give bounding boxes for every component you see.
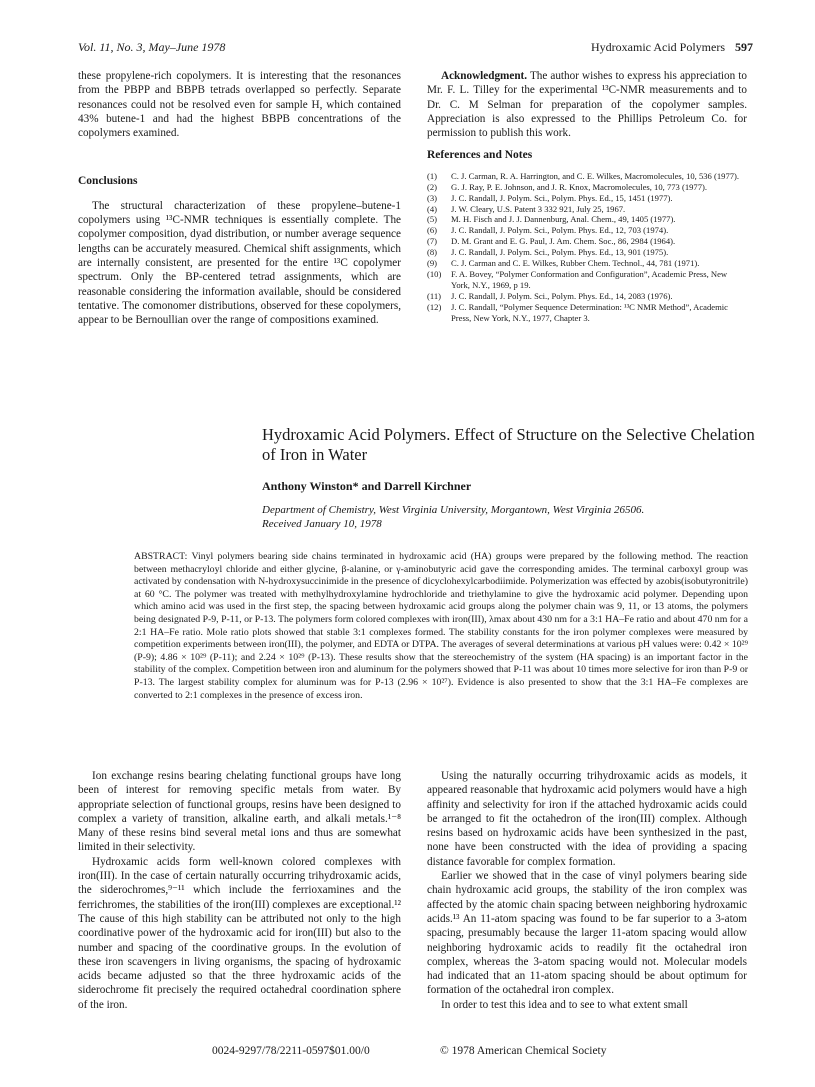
conclusions-paragraph: The structural characterization of these propylene–butene-1 copolymers using ¹³C-NMR techniques is essentially complete. The copolymer composition, dyad distribution, or number average sequence lengths can be accurately measured. Chemical shift assignments, which are internally consistent, are presented for the entire ¹³C copolymer spectrum. Only the BP-centered tetrad assignments, which are reasonable considering the information available, should be considered tentative. The comonomer distributions, observed for these copolymers, appear to be Bernoullian over the range of compositions examined. xyxy=(78,199,401,327)
article-title-block xyxy=(262,425,762,531)
running-header xyxy=(78,40,753,56)
references-heading: References and Notes xyxy=(427,149,533,162)
body-paragraph: In order to test this idea and to see to what extent small xyxy=(441,998,688,1011)
reference-text: D. M. Grant and E. G. Paul, J. Am. Chem. Soc., 86, 2984 (1964). xyxy=(451,236,676,247)
reference-number: (4) xyxy=(427,203,438,214)
previous-article-right-column xyxy=(427,69,747,323)
references-list xyxy=(427,171,747,324)
reference-number: (3) xyxy=(427,192,438,203)
reference-text: J. C. Randall, J. Polym. Sci., Polym. Phys. Ed., 15, 1451 (1977). xyxy=(451,192,673,203)
reference-item xyxy=(427,302,747,324)
reference-text: M. H. Fisch and J. J. Dannenburg, Anal. Chem., 49, 1405 (1977). xyxy=(451,214,676,225)
reference-item xyxy=(427,291,747,302)
body-paragraph: Using the naturally occurring trihydroxamic acids as models, it appeared reasonable that hydroxamic acid polymers would have a high affinity and selectivity for iron if the attached hydroxamic acids could be arranged to fit the octahedron of the iron(III) complex. Although resins based on hydroxamic acids have been synthesized in the past, none have been constructed with the idea of providing a spacing distance favorable for complex formation. xyxy=(427,770,747,868)
journal-issue: Vol. 11, No. 3, May–June 1978 xyxy=(78,40,226,54)
reference-item xyxy=(427,182,747,193)
reference-text: J. C. Randall, “Polymer Sequence Determination: ¹³C NMR Method”, Academic Press, New York, N.Y., 1977, Chapter 3. xyxy=(451,301,728,323)
reference-item xyxy=(427,258,747,269)
reference-number: (2) xyxy=(427,181,438,192)
body-paragraph: Ion exchange resins bearing chelating functional groups have long been of interest for removing specific metals from water. By appropriate selection of functional groups, resins have been designed to complex a variety of transition, alkaline earth, and alkali metals.¹⁻⁸ Many of these resins bind several metal ions and thus are somewhat limited in their selectivity. xyxy=(78,770,401,854)
reference-item xyxy=(427,204,747,215)
received-date: Received January 10, 1978 xyxy=(262,517,382,530)
author-affiliation: Department of Chemistry, West Virginia University, Morgantown, West Virginia 26506. xyxy=(262,504,645,516)
reference-text: J. C. Randall, J. Polym. Sci., Polym. Phys. Ed., 13, 901 (1975). xyxy=(451,247,669,258)
conclusions-heading: Conclusions xyxy=(78,175,138,188)
reference-text: C. J. Carman and C. E. Wilkes, Rubber Chem. Technol., 44, 781 (1971). xyxy=(451,258,700,269)
reference-text: G. J. Ray, P. E. Johnson, and J. R. Knox, Macromolecules, 10, 773 (1977). xyxy=(451,181,708,192)
previous-article-paragraph: these propylene-rich copolymers. It is interesting that the resonances from the PBPP and BBPB tetrads overlapped so perfectly. Separate resonances could not be resolved even for sample H, which contained 43% butene-1 and had the highest BBPB concentrations of the copolymers examined. xyxy=(78,70,401,140)
reference-item xyxy=(427,269,747,291)
reference-item xyxy=(427,236,747,247)
reference-number: (5) xyxy=(427,214,438,225)
reference-text: F. A. Bovey, “Polymer Conformation and Configuration”, Academic Press, New York, N.Y., 1969, p 19. xyxy=(451,268,728,290)
affiliation-block xyxy=(262,504,762,531)
article-code: 0024-9297/78/2211-0597$01.00/0 xyxy=(212,1045,370,1057)
reference-number: (6) xyxy=(427,225,438,236)
reference-text: J. C. Randall, J. Polym. Sci., Polym. Phys. Ed., 12, 703 (1974). xyxy=(451,225,669,236)
acknowledgment-text: The author wishes to express his appreciation to Mr. F. L. Tilley for the experimental ¹³C-NMR measurements and to Dr. C. M Selman for preparation of the copolymer samples. Appreciation is also expressed to the Phillips Petroleum Co. for permission to publish this work. xyxy=(427,70,747,140)
article-body-left-column xyxy=(78,769,401,1012)
reference-item xyxy=(427,214,747,225)
body-paragraph: Hydroxamic acids form well-known colored complexes with iron(III). In the case of certain naturally occurring trihydroxamic acids, the siderochromes,⁹⁻¹¹ which include the ferrioxamines and the ferrichromes, the stabilities of the iron(III) complexes are exceptional.¹² The cause of this high stability can be attributed not only to the high coordinative power of the hydroxamic acid for iron(III) but also to the number and spacing of the coordinative groups. In the evolution of these iron scavengers in living organisms, the spacing of hydroxamic acids became adjusted so that the three hydroxamic acids of the siderochrome fit precisely the required octahedral coordination sphere of the iron. xyxy=(78,855,401,1011)
reference-item xyxy=(427,247,747,258)
acknowledgment-heading: Acknowledgment. xyxy=(441,70,528,82)
reference-text: C. J. Carman, R. A. Harrington, and C. E. Wilkes, Macromolecules, 10, 536 (1977). xyxy=(451,170,740,181)
page-number: 597 xyxy=(735,40,753,54)
article-authors: Anthony Winston* and Darrell Kirchner xyxy=(262,479,472,493)
article-body-right-column xyxy=(427,769,747,1012)
reference-number: (10) xyxy=(427,268,442,279)
reference-number: (8) xyxy=(427,247,438,258)
reference-number: (11) xyxy=(427,290,441,301)
reference-number: (12) xyxy=(427,301,442,312)
article-abstract: ABSTRACT: Vinyl polymers bearing side chains terminated in hydroxamic acid (HA) groups were prepared by the following method. The reaction between methacryloyl chloride and either glycine, β-alanine, or γ-aminobutyric acid gave the corresponding amides. The terminal carboxyl group was activated by condensation with N-hydroxysuccinimide in the presence of dicyclohexylcarbodiimide. Polymerization was effected by azobis(isobutyronitrile) at 60 °C. The polymer was treated with methylhydroxylamine hydrochloride and triethylamine to give the hydroxamic acid polymer. Depending upon which amino acid was used in the first step, the spacing between hydroxamic acid groups along the polymer chain was 9, 11, or 13 atoms, the polymers being designated P-9, P-11, or P-13. The polymers form colored complexes with iron(III), λmax about 430 nm for a 3:1 HA–Fe ratio and about 470 nm for a 2:1 HA–Fe ratio. Mole ratio plots showed that stable 3:1 complexes formed. The stability constants for the iron polymer complexes were measured by competition experiments between iron(III), the polymer, and EDTA or DTPA. The averages of several determinations at various pH values were: 0.42 × 10²⁹ (P-9); 4.86 × 10²⁹ (P-11); and 2.24 × 10²⁹ (P-13). These results show that the stereochemistry of the system (HA spacing) is an important factor in the stability of the complex. Competition between iron and aluminum for the polymers showed that P-11 was about 10 times more selective for iron than P-9 or P-13. The largest stability complex for aluminum was for P-13 (2.96 × 10²⁷). Evidence is also presented to show that the 3:1 HA–Fe complexes are converted to 2:1 complexes in the presence of excess iron. xyxy=(134,551,748,701)
article-title: Hydroxamic Acid Polymers. Effect of Structure on the Selective Chelation of Iron in Water xyxy=(262,425,755,464)
body-paragraph: Earlier we showed that in the case of vinyl polymers bearing side chain hydroxamic acid groups, the stability of the iron complex was affected by the atomic chain spacing between neighboring hydroxamic acids.¹³ An 11-atom spacing was found to be far superior to a 3-atom spacing, presumably because the larger 11-atom spacing would allow neighboring hydroxamic acids to readily fit the octahedral iron complex, whereas the 3-atom spacing would not. Molecular models had indicated that an 11-atom spacing should be about optimum for formation of the octahedral iron complex. xyxy=(427,870,747,997)
copyright-notice: © 1978 American Chemical Society xyxy=(440,1045,607,1057)
acknowledgment-paragraph xyxy=(427,69,747,140)
running-title: Hydroxamic Acid Polymers xyxy=(591,40,725,54)
reference-number: (7) xyxy=(427,236,438,247)
reference-number: (1) xyxy=(427,170,438,181)
reference-text: J. W. Cleary, U.S. Patent 3 332 921, July 25, 1967. xyxy=(451,203,626,214)
reference-text: J. C. Randall, J. Polym. Sci., Polym. Phys. Ed., 14, 2083 (1976). xyxy=(451,290,673,301)
reference-item xyxy=(427,225,747,236)
previous-article-left-column xyxy=(78,69,401,327)
running-title-block xyxy=(591,40,753,55)
reference-number: (9) xyxy=(427,258,438,269)
reference-item xyxy=(427,171,747,182)
reference-item xyxy=(427,193,747,204)
